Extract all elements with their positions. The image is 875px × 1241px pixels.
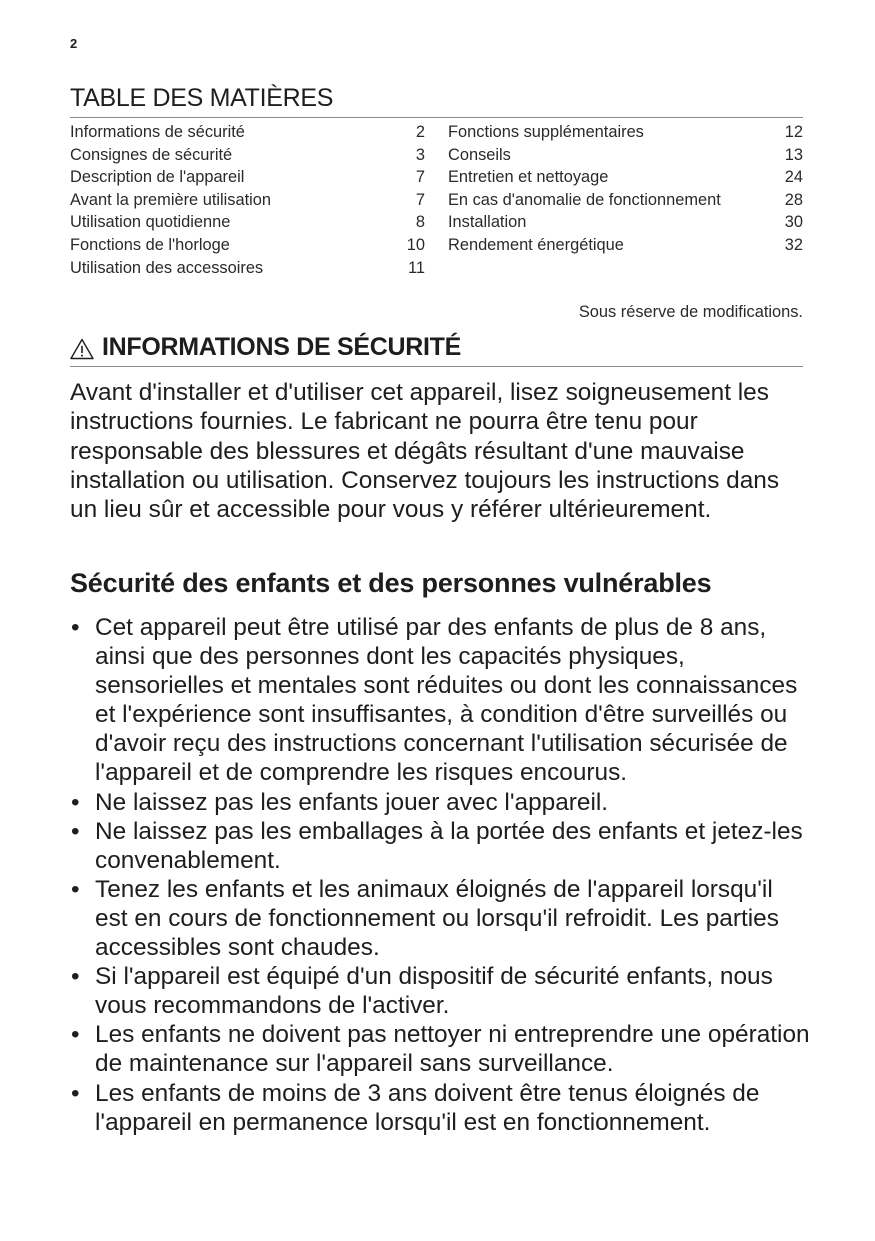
section-divider xyxy=(70,366,803,367)
toc-entry-page: 30 xyxy=(784,213,803,232)
toc-divider xyxy=(70,117,803,118)
toc-entry-page: 12 xyxy=(784,123,803,141)
toc-left-column xyxy=(70,121,425,279)
toc-entry-label: Rendement énergétique xyxy=(448,235,624,254)
list-item: • Cet appareil peut être utilisé par des enfants de plus de 8 ans, ainsi que des personnes dont les capacités physiques, sensorielles et mentales sont réduites ou dont les connaissances et l'expérience sont insuffisantes, à condition d'être surveillés ou d'avoir reçu des instructions concernant l'utilisation sécurisée de l'appareil et de comprendre les risques encourus. xyxy=(70,613,810,788)
toc-entry-label: Consignes de sécurité xyxy=(70,145,233,164)
toc-right-column xyxy=(448,121,803,257)
toc-entry[interactable] xyxy=(70,211,425,234)
toc-entry-label: Conseils xyxy=(448,145,511,164)
toc-entry-page: 10 xyxy=(406,235,425,254)
toc-entry-page: 3 xyxy=(415,145,425,164)
toc-entry-page: 32 xyxy=(784,235,803,254)
section-title-safety xyxy=(70,333,461,362)
toc-entry-page: 2 xyxy=(415,123,425,141)
list-item: • Si l'appareil est équipé d'un dispositif de sécurité enfants, nous vous recommandons de l'activer. xyxy=(70,962,810,1020)
toc-entry-page: 28 xyxy=(784,190,803,209)
toc-entry-label: Fonctions supplémentaires xyxy=(448,123,644,141)
toc-entry-page: 7 xyxy=(415,190,425,209)
toc-entry-label: Utilisation des accessoires xyxy=(70,258,264,277)
toc-entry[interactable] xyxy=(448,211,803,234)
toc-entry[interactable] xyxy=(448,166,803,189)
toc-entry[interactable] xyxy=(448,189,803,212)
toc-entry[interactable] xyxy=(448,144,803,167)
page-number: 2 xyxy=(70,36,78,51)
toc-entry-page: 24 xyxy=(784,168,803,187)
toc-entry-label: En cas d'anomalie de fonctionnement xyxy=(448,190,721,209)
toc-entry-page: 11 xyxy=(407,258,425,277)
warning-icon xyxy=(70,338,94,360)
toc-entry-label: Avant la première utilisation xyxy=(70,190,272,209)
safety-bullet-list xyxy=(70,613,810,1137)
modification-note: Sous réserve de modifications. xyxy=(578,303,803,321)
toc-entry-label: Informations de sécurité xyxy=(70,123,245,141)
list-item: • Les enfants de moins de 3 ans doivent être tenus éloignés de l'appareil en permanence lorsqu'il est en fonctionnement. xyxy=(70,1079,810,1137)
toc-entry[interactable] xyxy=(70,189,425,212)
toc-entry-page: 8 xyxy=(415,213,425,232)
toc-entry-label: Description de l'appareil xyxy=(70,168,245,187)
list-item: • Les enfants ne doivent pas nettoyer ni entreprendre une opération de maintenance sur l'appareil sans surveillance. xyxy=(70,1020,810,1078)
toc-entry-label: Fonctions de l'horloge xyxy=(70,235,230,254)
list-item: • Ne laissez pas les enfants jouer avec l'appareil. xyxy=(70,788,810,817)
toc-entry-label: Installation xyxy=(448,213,527,232)
toc-entry[interactable] xyxy=(70,166,425,189)
toc-entry[interactable] xyxy=(70,144,425,167)
section-title-text: INFORMATIONS DE SÉCURITÉ xyxy=(102,333,462,361)
toc-entry-page: 7 xyxy=(415,168,425,187)
list-item: • Ne laissez pas les emballages à la portée des enfants et jetez-les convenablement. xyxy=(70,817,810,875)
safety-intro-paragraph: Avant d'installer et d'utiliser cet appareil, lisez soigneusement les instructions fournies. Le fabricant ne pourra être tenu pour responsable des blessures et dégâts résultant d'une mauvaise installation ou utilisation. Conservez toujours les instructions dans un lieu sûr et accessible pour vous y référer ultérieurement. xyxy=(70,379,780,524)
subsection-title: Sécurité des enfants et des personnes vulnérables xyxy=(70,568,712,598)
toc-entry-page: 13 xyxy=(784,145,803,164)
toc-title: TABLE DES MATIÈRES xyxy=(70,84,334,112)
toc-entry-label: Entretien et nettoyage xyxy=(448,168,609,187)
list-item: • Tenez les enfants et les animaux éloignés de l'appareil lorsqu'il est en cours de fonctionnement ou lorsqu'il refroidit. Les parties accessibles sont chaudes. xyxy=(70,875,810,962)
toc-entry[interactable] xyxy=(70,121,425,144)
toc-entry[interactable] xyxy=(448,234,803,257)
toc-entry[interactable] xyxy=(70,234,425,257)
toc-entry-label: Utilisation quotidienne xyxy=(70,213,231,232)
toc-entry[interactable] xyxy=(448,121,803,144)
toc-entry[interactable] xyxy=(70,257,425,280)
